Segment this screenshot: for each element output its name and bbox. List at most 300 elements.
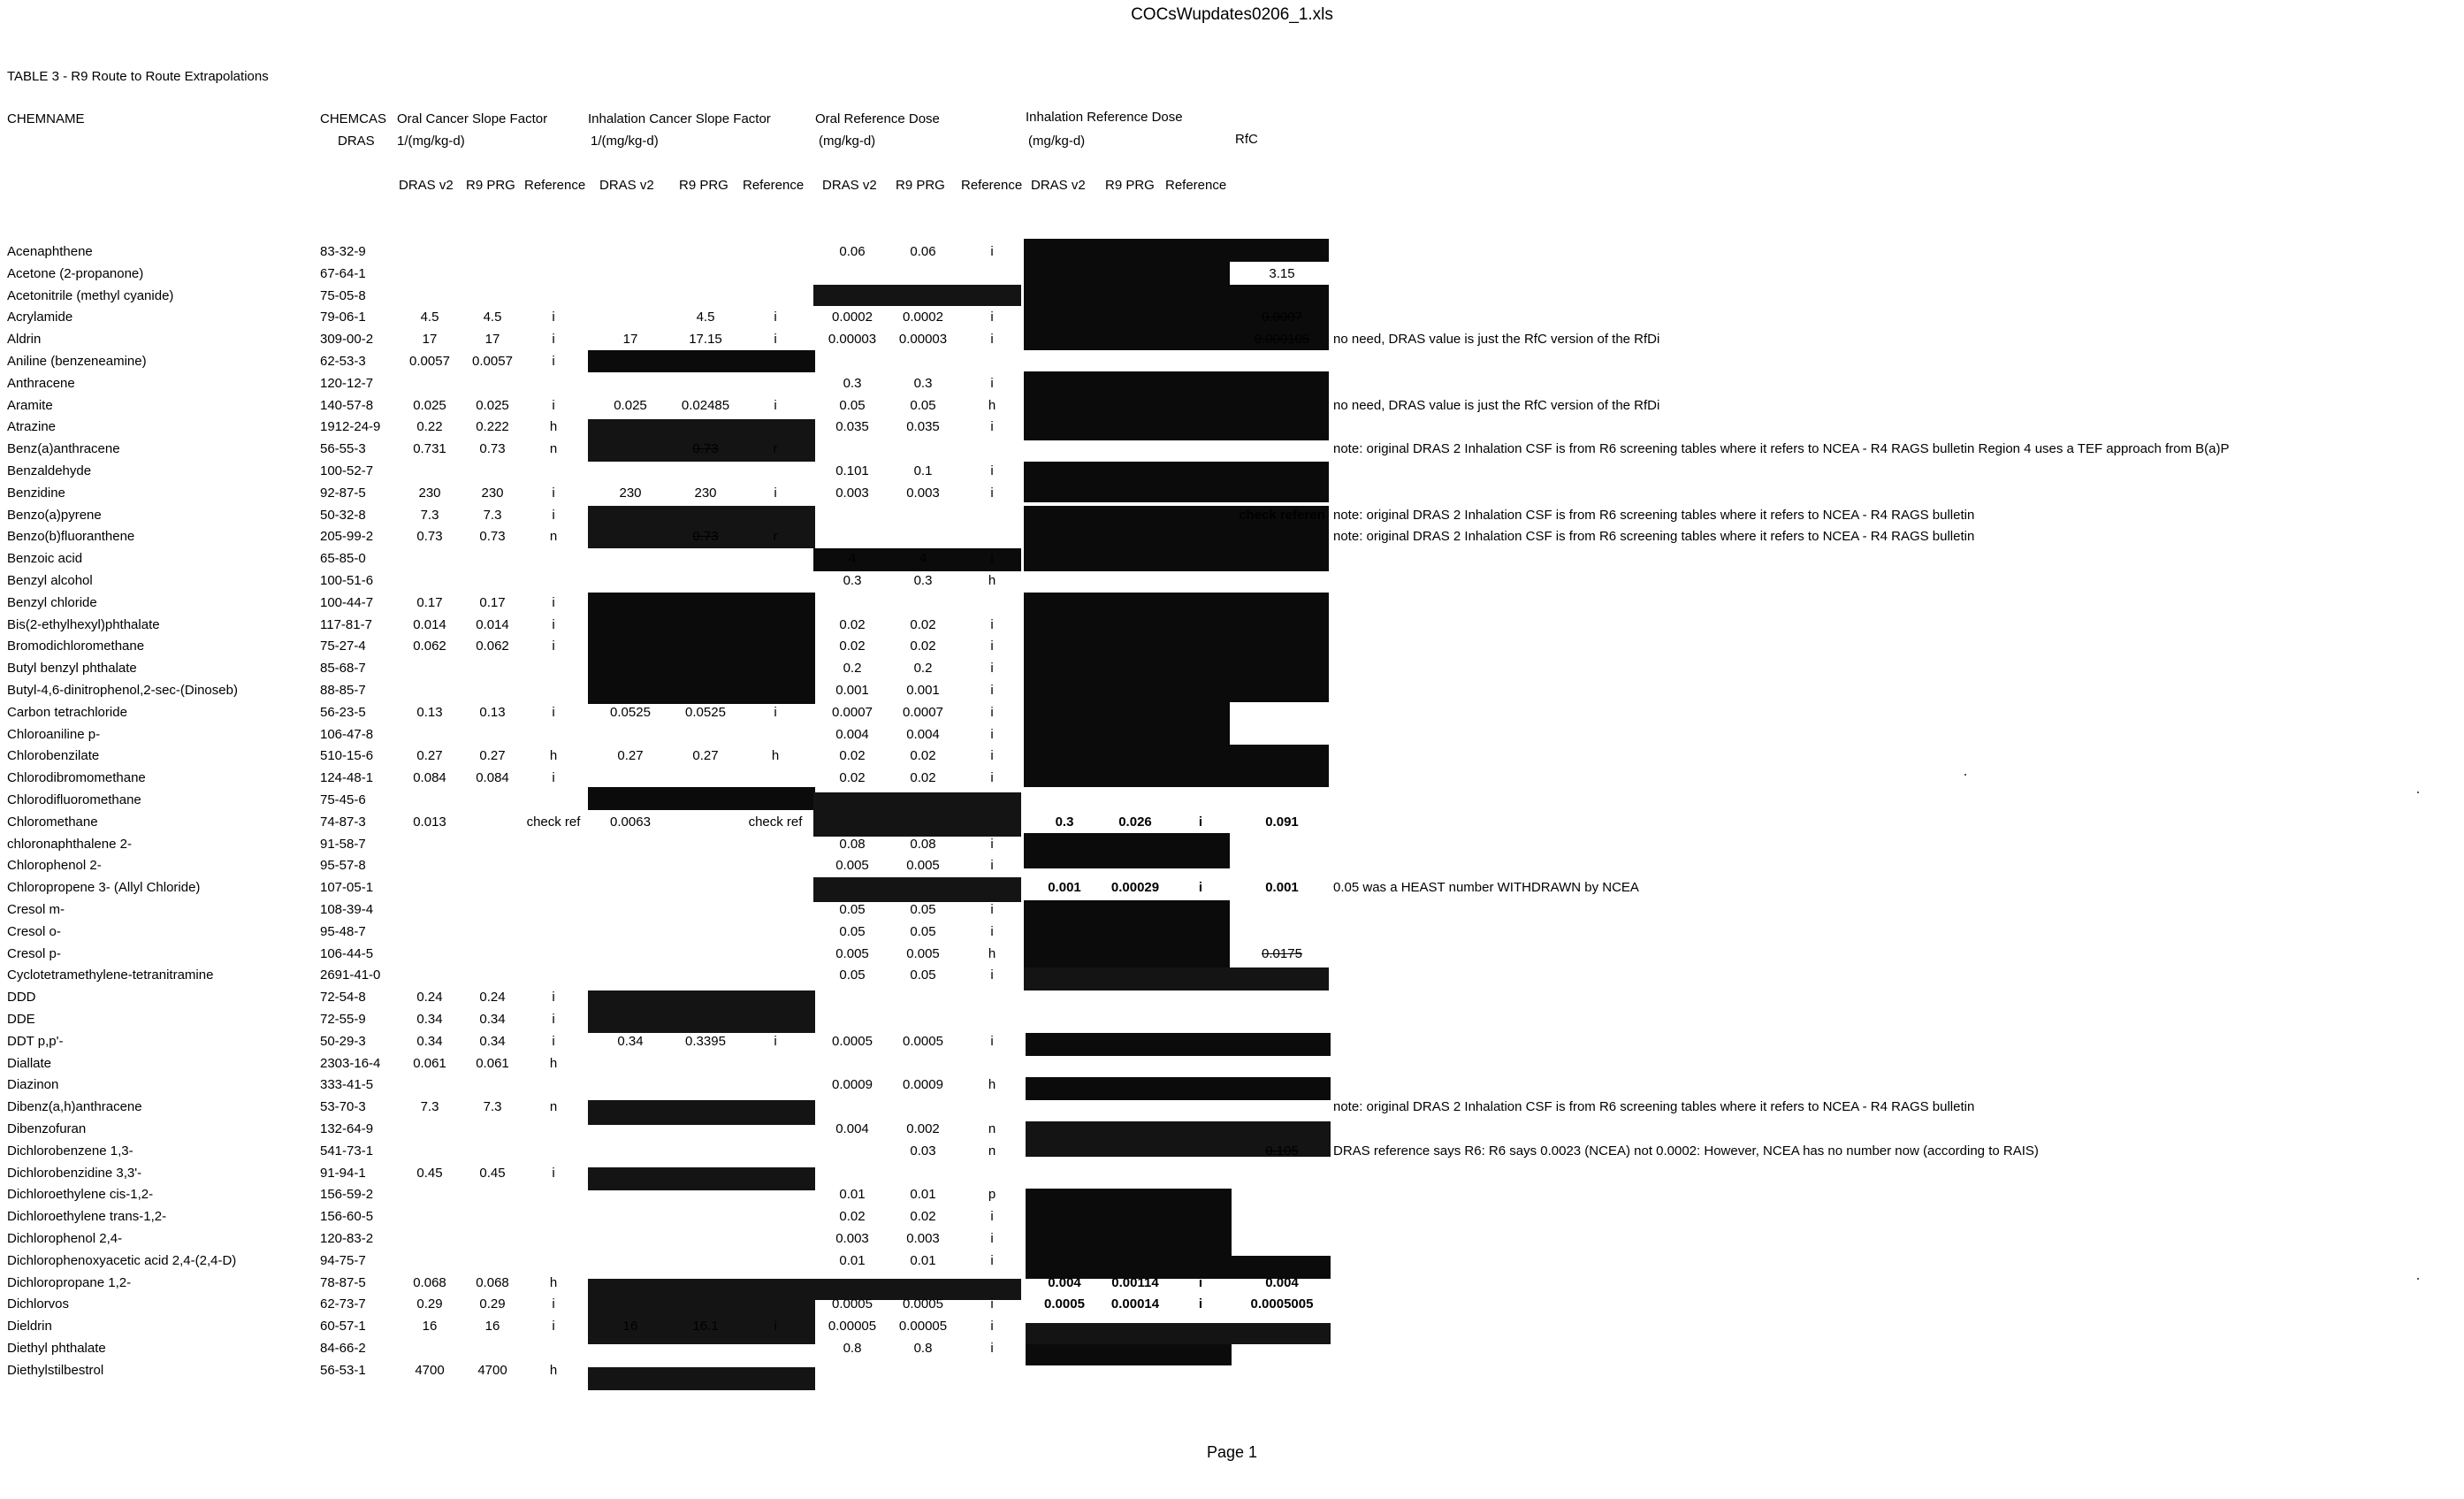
value-cell: 0.025	[614, 398, 647, 413]
chemical-name: Aramite	[7, 398, 53, 413]
redaction-block	[1026, 1077, 1331, 1100]
cas-number: 75-45-6	[320, 792, 366, 807]
cas-number: 100-51-6	[320, 573, 374, 588]
chemical-name: Butyl benzyl phthalate	[7, 661, 137, 676]
value-cell: 0.001	[906, 683, 940, 698]
value-cell: 0.013	[413, 815, 446, 830]
value-cell: 0.3	[843, 376, 862, 391]
value-cell: i	[990, 902, 994, 917]
cas-number: 117-81-7	[320, 617, 372, 632]
redaction-block	[1024, 745, 1329, 787]
value-cell: n	[549, 441, 558, 456]
cas-number: 91-58-7	[320, 837, 366, 852]
cas-number: 108-39-4	[320, 902, 374, 917]
chemical-name: Dibenzofuran	[7, 1121, 87, 1136]
chemical-name: Cyclotetramethylene-tetranitramine	[7, 967, 214, 983]
redaction-block	[1024, 967, 1329, 990]
redaction-block	[1026, 1033, 1331, 1056]
value-cell: i	[990, 837, 994, 852]
cas-number: 106-47-8	[320, 727, 374, 742]
redaction-block	[1024, 239, 1329, 262]
chemical-name: Acetonitrile (methyl cyanide)	[7, 288, 174, 303]
redaction-block	[588, 787, 815, 810]
redaction-block	[1024, 548, 1329, 571]
redaction-block	[1024, 593, 1329, 702]
redaction-block	[1024, 285, 1329, 306]
cas-number: 75-27-4	[320, 639, 366, 654]
value-cell: 0.0007	[903, 705, 943, 720]
cas-number: 95-48-7	[320, 924, 366, 939]
value-cell: i	[990, 1341, 994, 1356]
value-cell: 0.0009	[903, 1077, 943, 1092]
cas-number: 132-64-9	[320, 1121, 374, 1136]
value-cell: 0.005	[835, 946, 869, 961]
value-cell: i	[1198, 1275, 1203, 1290]
cas-number: 333-41-5	[320, 1077, 374, 1092]
value-cell: i	[990, 967, 994, 983]
value-cell: 0.27	[617, 748, 644, 763]
value-cell: 7.3	[483, 1099, 502, 1114]
header-inhalation-csf: Inhalation Cancer Slope Factor	[588, 111, 771, 126]
value-cell: 0.0002	[832, 310, 873, 325]
value-cell: i	[774, 486, 777, 501]
cas-number: 100-52-7	[320, 463, 374, 478]
header-oral-csf: Oral Cancer Slope Factor	[397, 111, 548, 126]
value-cell: i	[774, 705, 777, 720]
value-cell: 0.02	[910, 748, 936, 763]
redaction-block	[588, 350, 815, 372]
header-oral-csf-unit: 1/(mg/kg-d)	[397, 134, 465, 149]
value-cell: 0.08	[839, 837, 866, 852]
chemical-name: Dichlorvos	[7, 1296, 70, 1312]
value-cell: 0.00014	[1110, 1296, 1160, 1312]
value-cell: i	[1198, 1296, 1203, 1312]
value-cell: i	[774, 332, 777, 347]
subheader-inh-rfd-r9: R9 PRG	[1105, 178, 1155, 193]
value-cell: i	[774, 398, 777, 413]
value-cell: 0.45	[416, 1166, 443, 1181]
value-cell: i	[552, 1166, 555, 1181]
value-cell: 0.45	[479, 1166, 506, 1181]
value-cell: 7.3	[420, 508, 439, 523]
value-cell: 0.03	[910, 1143, 936, 1159]
value-cell: 0.2	[913, 661, 933, 676]
value-cell: i	[990, 683, 994, 698]
value-cell: n	[988, 1121, 996, 1136]
value-cell: 0.24	[479, 990, 506, 1005]
value-cell: 0.062	[413, 639, 446, 654]
value-cell: 0.02	[839, 639, 866, 654]
value-cell: 0.0005005	[1250, 1296, 1314, 1312]
value-cell: r	[773, 529, 778, 544]
value-cell: 0.24	[416, 990, 443, 1005]
value-cell: i	[990, 858, 994, 873]
redaction-block	[1024, 462, 1329, 502]
redaction-block	[1024, 702, 1230, 745]
subheader-inh-csf-r9: R9 PRG	[679, 178, 729, 193]
chemical-name: Diazinon	[7, 1077, 59, 1092]
value-cell: 0.004	[1265, 1275, 1299, 1290]
value-cell: 0.01	[839, 1187, 866, 1202]
value-cell: i	[990, 1319, 994, 1334]
value-cell: i	[552, 639, 555, 654]
chemical-name: Carbon tetrachloride	[7, 705, 127, 720]
redaction-block	[588, 990, 815, 1033]
value-cell: 0.003	[835, 1231, 869, 1246]
cas-number: 309-00-2	[320, 332, 374, 347]
value-cell: 4700	[477, 1363, 507, 1378]
value-cell: i	[990, 770, 994, 785]
value-cell: i	[552, 1034, 555, 1049]
value-cell: 0.2	[843, 661, 862, 676]
value-cell: 0.731	[413, 441, 446, 456]
value-cell: n	[988, 1143, 996, 1159]
value-cell: 16	[484, 1319, 500, 1334]
value-cell: i	[552, 486, 555, 501]
redaction-block	[1026, 1189, 1232, 1256]
value-cell: 0.34	[416, 1012, 443, 1027]
value-cell: 0.02	[910, 639, 936, 654]
cas-number: 62-73-7	[320, 1296, 366, 1312]
value-cell: i	[552, 1319, 555, 1334]
header-inhalation-csf-unit: 1/(mg/kg-d)	[591, 134, 659, 149]
cas-number: 67-64-1	[320, 266, 366, 281]
cas-number: 53-70-3	[320, 1099, 366, 1114]
subheader-oral-rfd-dras: DRAS v2	[822, 178, 877, 193]
cas-number: 2303-16-4	[320, 1056, 381, 1071]
value-cell: 17	[622, 332, 638, 347]
value-cell: 0.003	[906, 486, 940, 501]
value-cell: 0.0005	[832, 1034, 873, 1049]
redaction-block	[1024, 833, 1230, 868]
scan-speck	[1964, 774, 1966, 776]
chemical-name: Chloropropene 3- (Allyl Chloride)	[7, 880, 201, 895]
value-cell: 0.068	[476, 1275, 509, 1290]
value-cell: 0.17	[416, 595, 443, 610]
value-cell: i	[990, 310, 994, 325]
chemical-name: Cresol m-	[7, 902, 65, 917]
subheader-inh-rfd-ref: Reference	[1165, 178, 1227, 193]
cas-number: 107-05-1	[320, 880, 374, 895]
redaction-block	[1026, 1344, 1232, 1365]
value-cell: 17.15	[689, 332, 722, 347]
chemical-name: Dichlorophenoxyacetic acid 2,4-(2,4-D)	[7, 1253, 237, 1268]
chemical-name: Benzidine	[7, 486, 65, 501]
value-cell: 4	[848, 551, 857, 566]
value-cell: 0.0005	[1044, 1296, 1085, 1312]
value-cell: check ref	[526, 815, 581, 830]
value-cell: h	[988, 1077, 996, 1092]
value-cell: i	[552, 332, 555, 347]
value-cell: h	[549, 1363, 558, 1378]
document-title: COCsWupdates0206_1.xls	[1131, 5, 1333, 24]
value-cell: i	[990, 617, 994, 632]
value-cell: check ref	[748, 815, 803, 830]
value-cell: 0.105	[1265, 1143, 1299, 1159]
row-note: 0.05 was a HEAST number WITHDRAWN by NCEA	[1333, 880, 1639, 895]
value-cell: 0.0005	[903, 1034, 943, 1049]
value-cell: 0.06	[910, 244, 936, 259]
cas-number: 85-68-7	[320, 661, 366, 676]
chemical-name: Aldrin	[7, 332, 42, 347]
value-cell: 0.73	[692, 529, 719, 544]
value-cell: 0.02	[910, 770, 936, 785]
value-cell: check referen	[1239, 508, 1325, 523]
value-cell: 0.001	[1048, 880, 1081, 895]
subheader-oral-csf-dras: DRAS v2	[399, 178, 454, 193]
value-cell: 0.084	[476, 770, 509, 785]
value-cell: 0.3395	[685, 1034, 726, 1049]
cas-number: 65-85-0	[320, 551, 366, 566]
page-number: Page 1	[1206, 1443, 1258, 1461]
subheader-oral-csf-ref: Reference	[524, 178, 586, 193]
value-cell: i	[774, 1034, 777, 1049]
cas-number: 88-85-7	[320, 683, 366, 698]
cas-number: 92-87-5	[320, 486, 366, 501]
chemical-name: Anthracene	[7, 376, 75, 391]
value-cell: 0.05	[910, 967, 936, 983]
cas-number: 84-66-2	[320, 1341, 366, 1356]
value-cell: 230	[619, 486, 642, 501]
chemical-name: Dichlorobenzidine 3,3'-	[7, 1166, 142, 1181]
header-chemcas-dras: DRAS	[338, 134, 375, 149]
cas-number: 120-83-2	[320, 1231, 374, 1246]
value-cell: 0.004	[835, 727, 869, 742]
value-cell: i	[990, 486, 994, 501]
value-cell: 0.003	[835, 486, 869, 501]
value-cell: i	[990, 332, 994, 347]
value-cell: 0.1	[913, 463, 933, 478]
cas-number: 83-32-9	[320, 244, 366, 259]
subheader-oral-rfd-r9: R9 PRG	[896, 178, 945, 193]
value-cell: r	[773, 441, 778, 456]
redaction-block	[588, 593, 815, 704]
value-cell: 0.00003	[898, 332, 948, 347]
cas-number: 60-57-1	[320, 1319, 366, 1334]
row-note: note: original DRAS 2 Inhalation CSF is from R6 screening tables where it refers to NCEA - R4 RAGS bulletin	[1333, 529, 1975, 544]
redaction-block	[1024, 900, 1230, 967]
value-cell: 0.05	[839, 902, 866, 917]
value-cell: 0.002	[906, 1121, 940, 1136]
value-cell: 0.34	[479, 1034, 506, 1049]
value-cell: 0.0005	[832, 1296, 873, 1312]
value-cell: 4.5	[483, 310, 502, 325]
value-cell: 0.001	[1265, 880, 1299, 895]
value-cell: h	[549, 1275, 558, 1290]
header-chemcas: CHEMCAS	[320, 111, 387, 126]
value-cell: 0.0005	[903, 1296, 943, 1312]
value-cell: i	[990, 924, 994, 939]
chemical-name: DDD	[7, 990, 36, 1005]
chemical-name: Bromodichloromethane	[7, 639, 145, 654]
value-cell: h	[549, 419, 558, 434]
redaction-block	[1024, 262, 1230, 285]
value-cell: 0.0007	[1262, 310, 1302, 325]
value-cell: i	[552, 705, 555, 720]
cas-number: 72-55-9	[320, 1012, 366, 1027]
header-inhalation-rfd-unit: (mg/kg-d)	[1028, 134, 1086, 149]
value-cell: i	[990, 1296, 994, 1312]
value-cell: 0.0525	[685, 705, 726, 720]
value-cell: 16	[422, 1319, 438, 1334]
value-cell: 0.222	[476, 419, 509, 434]
redaction-block	[813, 285, 1021, 306]
value-cell: 0.34	[479, 1012, 506, 1027]
chemical-name: Cresol o-	[7, 924, 61, 939]
table-title: TABLE 3 - R9 Route to Route Extrapolations	[7, 69, 269, 84]
value-cell: 0.0175	[1262, 946, 1302, 961]
value-cell: 0.014	[476, 617, 509, 632]
scan-speck	[2417, 1278, 2419, 1280]
subheader-inh-rfd-dras: DRAS v2	[1031, 178, 1086, 193]
value-cell: 0.29	[416, 1296, 443, 1312]
chemical-name: Bis(2-ethylhexyl)phthalate	[7, 617, 160, 632]
value-cell: n	[549, 529, 558, 544]
value-cell: 0.000105	[1254, 332, 1310, 347]
cas-number: 95-57-8	[320, 858, 366, 873]
value-cell: 0.005	[906, 946, 940, 961]
value-cell: i	[552, 1296, 555, 1312]
chemical-name: Benzo(b)fluoranthene	[7, 529, 135, 544]
cas-number: 91-94-1	[320, 1166, 366, 1181]
value-cell: 0.004	[906, 727, 940, 742]
value-cell: 0.27	[416, 748, 443, 763]
chemical-name: Acenaphthene	[7, 244, 93, 259]
value-cell: 0.3	[843, 573, 862, 588]
chemical-name: Benzoic acid	[7, 551, 83, 566]
chemical-name: Dichloroethylene cis-1,2-	[7, 1187, 154, 1202]
value-cell: 7.3	[420, 1099, 439, 1114]
value-cell: 0.06	[839, 244, 866, 259]
value-cell: 0.061	[476, 1056, 509, 1071]
subheader-inh-csf-ref: Reference	[743, 178, 805, 193]
value-cell: i	[774, 310, 777, 325]
cas-number: 120-12-7	[320, 376, 374, 391]
cas-number: 56-23-5	[320, 705, 366, 720]
value-cell: h	[771, 748, 780, 763]
chemical-name: Cresol p-	[7, 946, 61, 961]
cas-number: 2691-41-0	[320, 967, 381, 983]
value-cell: 0.0007	[832, 705, 873, 720]
value-cell: 0.8	[843, 1341, 862, 1356]
value-cell: 230	[694, 486, 717, 501]
scan-speck	[2417, 792, 2419, 793]
value-cell: 0.003	[906, 1231, 940, 1246]
value-cell: 0.091	[1265, 815, 1299, 830]
value-cell: i	[990, 244, 994, 259]
value-cell: i	[552, 354, 555, 369]
value-cell: i	[990, 1209, 994, 1224]
redaction-block	[588, 1100, 815, 1125]
value-cell: i	[990, 463, 994, 478]
subheader-oral-rfd-ref: Reference	[961, 178, 1023, 193]
redaction-block	[1024, 371, 1329, 440]
chemical-name: Chloromethane	[7, 815, 98, 830]
value-cell: i	[990, 727, 994, 742]
value-cell: 0.01	[910, 1187, 936, 1202]
chemical-name: Benzo(a)pyrene	[7, 508, 102, 523]
value-cell: 0.025	[476, 398, 509, 413]
value-cell: 0.0063	[610, 815, 651, 830]
value-cell: 3.15	[1269, 266, 1295, 281]
value-cell: i	[552, 770, 555, 785]
value-cell: i	[552, 990, 555, 1005]
value-cell: 0.00003	[828, 332, 877, 347]
chemical-name: Benzaldehyde	[7, 463, 92, 478]
value-cell: 0.27	[692, 748, 719, 763]
value-cell: 0.025	[413, 398, 446, 413]
value-cell: i	[990, 705, 994, 720]
value-cell: 0.004	[1048, 1275, 1081, 1290]
cas-number: 50-29-3	[320, 1034, 366, 1049]
value-cell: 0.004	[835, 1121, 869, 1136]
value-cell: i	[990, 419, 994, 434]
chemical-name: Dichlorobenzene 1,3-	[7, 1143, 133, 1159]
value-cell: i	[990, 1253, 994, 1268]
value-cell: 0.061	[413, 1056, 446, 1071]
chemical-name: Atrazine	[7, 419, 57, 434]
chemical-name: Chloroaniline p-	[7, 727, 101, 742]
value-cell: 0.026	[1118, 815, 1152, 830]
value-cell: 0.02	[910, 617, 936, 632]
chemical-name: Dieldrin	[7, 1319, 52, 1334]
value-cell: 0.3	[913, 376, 933, 391]
value-cell: 4.5	[696, 310, 715, 325]
header-rfc: RfC	[1235, 132, 1258, 147]
chemical-name: Butyl-4,6-dinitrophenol,2-sec-(Dinoseb)	[7, 683, 238, 698]
cas-number: 78-87-5	[320, 1275, 366, 1290]
chemical-name: Dibenz(a,h)anthracene	[7, 1099, 142, 1114]
cas-number: 94-75-7	[320, 1253, 366, 1268]
chemical-name: Benzyl chloride	[7, 595, 97, 610]
value-cell: 0.035	[835, 419, 869, 434]
value-cell: h	[988, 573, 996, 588]
value-cell: i	[1198, 815, 1203, 830]
header-chemname: CHEMNAME	[7, 111, 85, 126]
value-cell: 0.101	[835, 463, 869, 478]
value-cell: i	[552, 310, 555, 325]
value-cell: 0.00005	[828, 1319, 877, 1334]
value-cell: i	[1198, 880, 1203, 895]
chemical-name: DDT p,p'-	[7, 1034, 64, 1049]
redaction-block	[588, 1167, 815, 1190]
redaction-block	[588, 1367, 815, 1390]
value-cell: 0.27	[479, 748, 506, 763]
chemical-name: Diethyl phthalate	[7, 1341, 106, 1356]
cas-number: 124-48-1	[320, 770, 374, 785]
cas-number: 74-87-3	[320, 815, 366, 830]
value-cell: 0.13	[479, 705, 506, 720]
value-cell: 0.73	[479, 529, 506, 544]
value-cell: 0.0002	[903, 310, 943, 325]
chemical-name: Dichloroethylene trans-1,2-	[7, 1209, 167, 1224]
cas-number: 56-55-3	[320, 441, 366, 456]
value-cell: 0.014	[413, 617, 446, 632]
row-note: no need, DRAS value is just the RfC version of the RfDi	[1333, 332, 1660, 347]
value-cell: 0.00005	[898, 1319, 948, 1334]
value-cell: 0.0057	[472, 354, 513, 369]
value-cell: 0.02	[839, 770, 866, 785]
value-cell: 17	[484, 332, 500, 347]
value-cell: i	[990, 661, 994, 676]
value-cell: i	[990, 748, 994, 763]
value-cell: 0.02	[910, 1209, 936, 1224]
value-cell: 0.05	[910, 902, 936, 917]
chemical-name: Diallate	[7, 1056, 52, 1071]
value-cell: i	[552, 617, 555, 632]
value-cell: 0.29	[479, 1296, 506, 1312]
cas-number: 205-99-2	[320, 529, 374, 544]
